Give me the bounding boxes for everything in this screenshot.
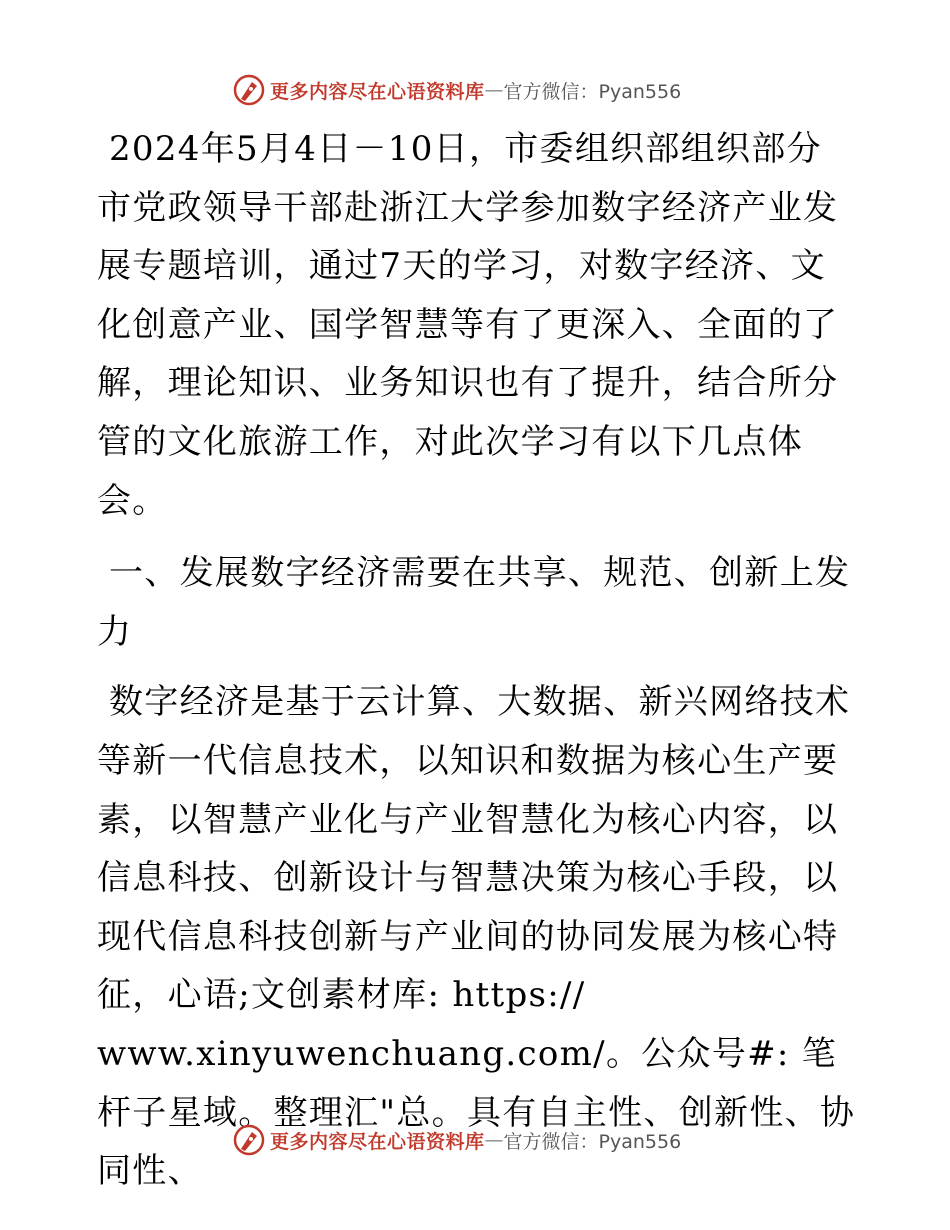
pen-nib-circle-icon [232,73,266,107]
document-body [97,120,857,1215]
watermark-separator: — [484,1129,504,1151]
footer-watermark [232,1122,681,1158]
watermark-text: 更多内容尽在心语资料库 [270,1130,485,1153]
paragraph-continued: www.xinyuwenchuang.com/。公众号#: 笔杆子星域。整理汇"总。具有自主性、创新性、协同性、 [97,1033,856,1192]
paragraph-intro: 2024年5月4日－10日，市委组织部组织部分市党政领导干部赴浙江大学参加数字经济产业发展专题培训，通过7天的学习，对数字经济、文化创意产业、国学智慧等有了更深入、全面的了解，理论知识、业务知识也有了提升，结合所分管的文化旅游工作，对此次学习有以下几点体会。 [97,129,839,521]
watermark-contact: 官方微信：Pyan556 [503,80,682,103]
paragraph-digital-economy: 数字经济是基于云计算、大数据、新兴网络技术等新一代信息技术，以知识和数据为核心生产要素，以智慧产业化与产业智慧化为核心内容，以信息科技、创新设计与智慧决策为核心手段，以现代信息科技创新与产业间的协同发展为核心特征，心语;文创素材库: https:// [97,682,851,1016]
section-heading-1: 一、发展数字经济需要在共享、规范、创新上发力 [97,553,851,652]
watermark-contact: 官方微信：Pyan556 [503,1130,682,1153]
watermark-text: 更多内容尽在心语资料库 [270,80,485,103]
watermark-separator: — [484,79,504,101]
pen-nib-circle-icon [232,1123,266,1157]
header-watermark [232,72,681,108]
